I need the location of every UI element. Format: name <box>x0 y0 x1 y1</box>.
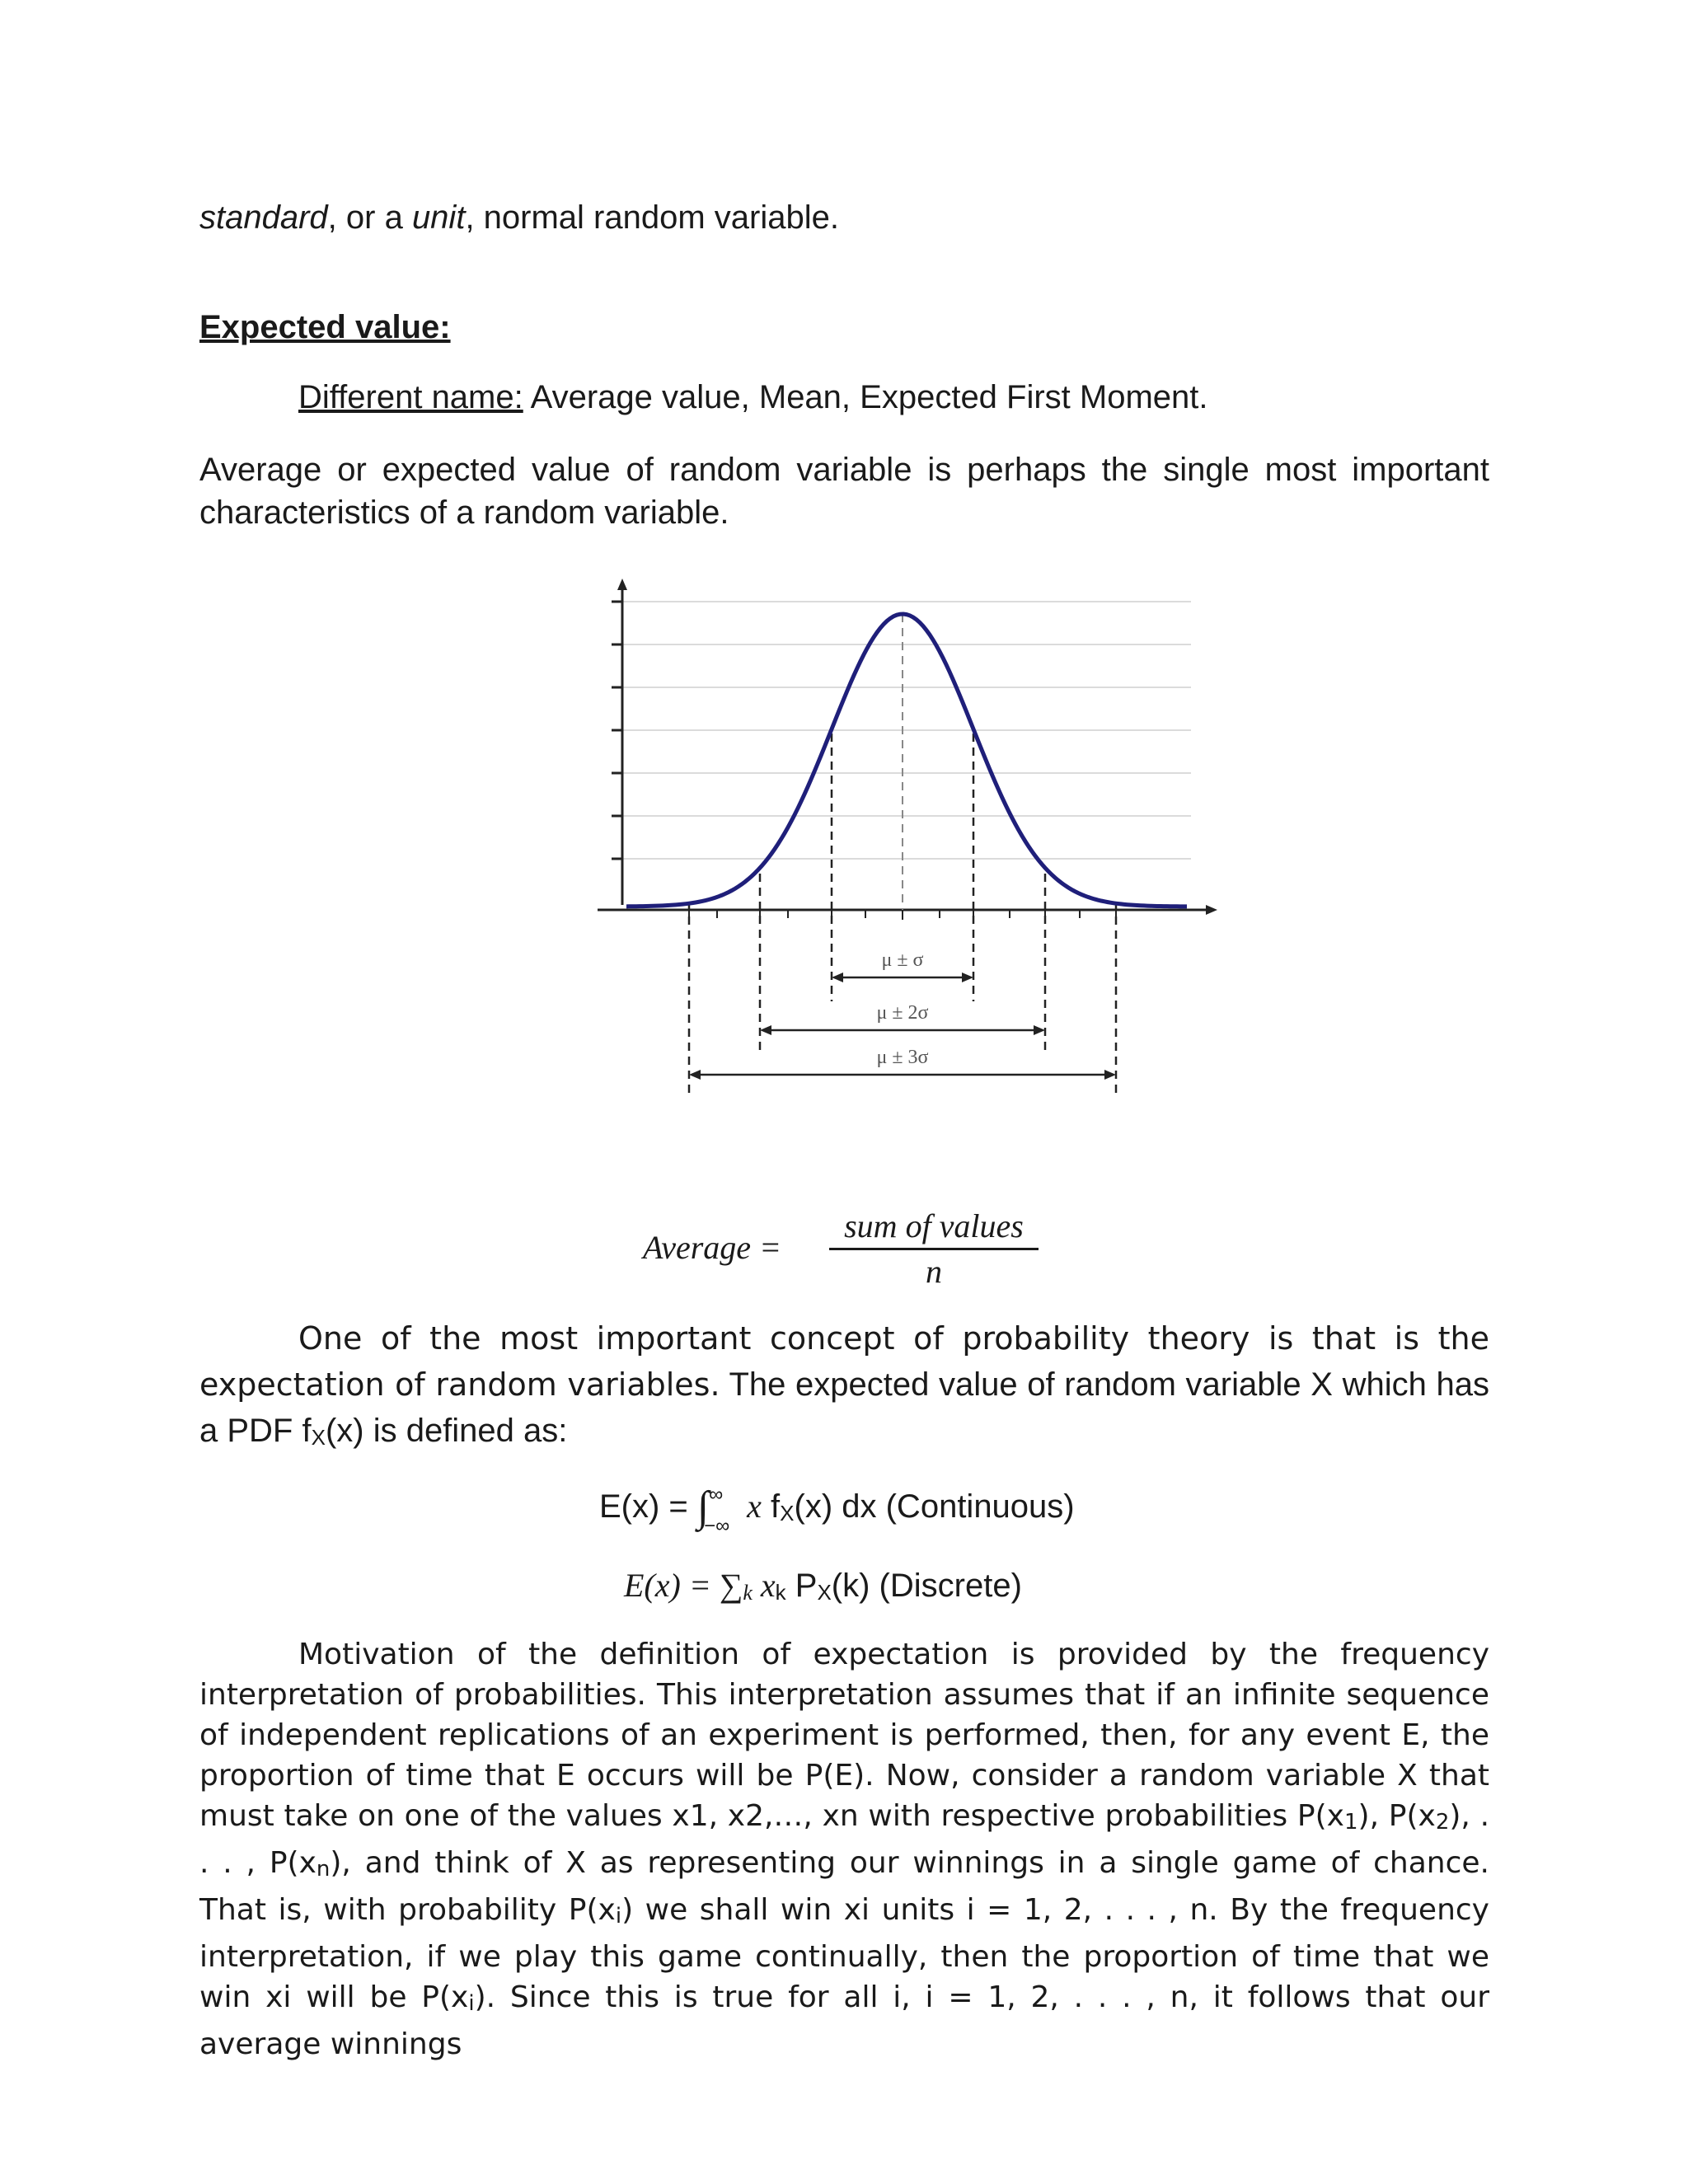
eq1-x: x <box>747 1488 762 1525</box>
integral-limits <box>704 1483 747 1537</box>
motivation-text-3: ), . . . , P(x <box>199 1799 1490 1880</box>
standard-word: standard <box>199 199 328 236</box>
motivation-paragraph <box>199 1634 1489 2064</box>
intro-text-end: , normal random variable. <box>465 199 839 236</box>
average-formula <box>643 1205 1071 1296</box>
range-label-1sigma: μ ± σ <box>881 949 924 971</box>
average-numerator: sum of values <box>844 1207 1024 1244</box>
sigma-guide-lines <box>689 614 1116 1096</box>
eq2-p-subscript: X <box>817 1580 832 1605</box>
intro-text: , or a <box>327 199 412 236</box>
subscript-i-2: i <box>468 1991 475 2016</box>
subscript-n: n <box>316 1857 331 1882</box>
discrete-equation <box>624 1563 1022 1616</box>
intro-line <box>199 198 839 237</box>
subscript-1: 1 <box>1343 1810 1358 1835</box>
expectation-text-2a: The expected value of random variable X which has a PDF f <box>199 1366 1489 1449</box>
sum-symbol: ∑ <box>719 1567 743 1604</box>
expectation-paragraph <box>199 1315 1489 1460</box>
average-denominator: n <box>926 1253 942 1290</box>
motivation-text-6: ). Since this is true for all i, i = 1, 2, . . . , n, it follows that our average winnings <box>199 1980 1489 2061</box>
section-heading: Expected value: <box>199 309 451 345</box>
normal-curve <box>626 614 1187 907</box>
pdf-subscript: X <box>311 1425 326 1450</box>
expectation-text-1: One of the most important concept of probability theory is that is the expectation of random variables. <box>199 1320 1489 1403</box>
eq2-lhs: E(x) = <box>624 1567 720 1604</box>
average-lhs: Average = <box>643 1229 782 1266</box>
normal-distribution-figure <box>577 569 1236 1113</box>
motivation-text-1: Motivation of the definition of expectation is provided by the frequency interpretation of probabilities. This interpretation assumes that if an infinite sequence of independent replications of an experiment is performed, then, for any event E, the proportion of time that E occurs will be P(E). Now, consider a random variable X that must take on one of the values x1, x2,…, xn with respective probabilities P(x <box>199 1638 1489 1833</box>
eq1-f: f <box>761 1488 781 1525</box>
motivation-text-4: ), and think of X as representing our winnings in a single game of chance. That is, with probability P(x <box>199 1846 1489 1927</box>
eq2-x: x <box>752 1567 776 1604</box>
motivation-text-5: ) we shall win xi units i = 1, 2, . . . , n. By the frequency interpretation, if we play this game continually, then the proportion of time that we win xi will be P(x <box>199 1893 1489 2014</box>
alternate-names <box>298 377 1208 417</box>
eq2-p: P <box>785 1568 818 1604</box>
intro-paragraph: Average or expected value of random variable is perhaps the single most important characteristics of a random variable. <box>199 452 1489 531</box>
range-label-3sigma: μ ± 3σ <box>876 1047 929 1068</box>
continuous-equation <box>599 1483 1075 1536</box>
alternate-names-values: Average value, Mean, Expected First Moment. <box>523 379 1208 415</box>
average-fraction <box>826 1205 1042 1293</box>
eq2-x-subscript: k <box>775 1580 786 1605</box>
eq1-f-subscript: X <box>780 1501 795 1526</box>
integral-upper-limit: ∞ <box>709 1483 724 1506</box>
unit-word: unit <box>411 199 466 236</box>
range-label-2sigma: μ ± 2σ <box>876 1002 929 1024</box>
eq2-rest: (k) (Discrete) <box>831 1568 1022 1604</box>
expectation-text-2b: (x) is defined as: <box>325 1413 568 1449</box>
subscript-2: 2 <box>1435 1810 1450 1835</box>
grid-lines <box>622 602 1191 859</box>
sum-index: k <box>743 1581 753 1605</box>
eq1-rest: (x) dx (Continuous) <box>794 1488 1075 1525</box>
subscript-i: i <box>615 1904 622 1929</box>
y-axis <box>612 579 627 905</box>
integral-symbol: ∫ <box>696 1483 710 1530</box>
alternate-names-label: Different name: <box>298 379 523 415</box>
x-axis-ticks <box>689 910 1116 920</box>
integral-lower-limit: −∞ <box>704 1515 730 1537</box>
eq1-lhs: E(x) = <box>599 1488 697 1525</box>
motivation-text-2: ), P(x <box>1357 1799 1436 1833</box>
